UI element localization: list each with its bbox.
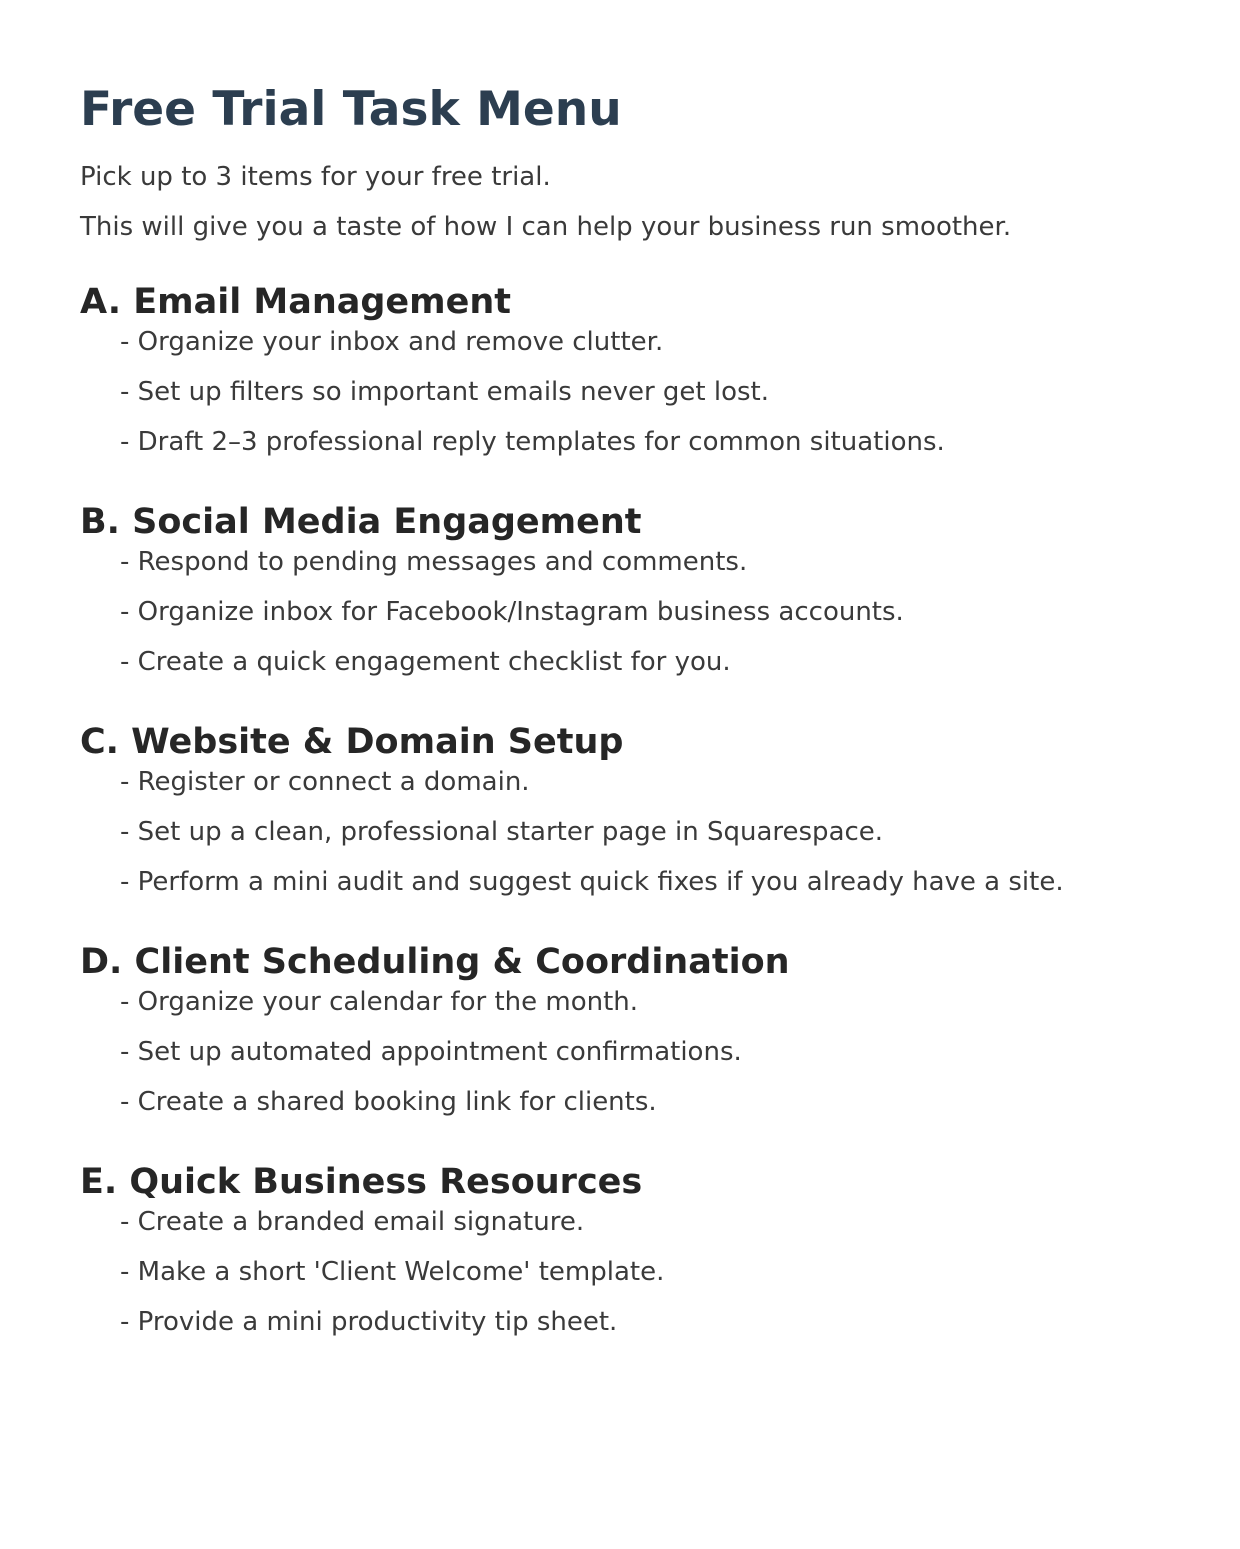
- list-item: - Set up automated appointment confirmations.: [120, 1037, 742, 1067]
- section-heading: D. Client Scheduling & Coordination: [80, 942, 790, 982]
- list-item: - Create a quick engagement checklist for you.: [120, 647, 731, 677]
- section-heading: A. Email Management: [80, 282, 512, 322]
- intro-line: This will give you a taste of how I can help your business run smoother.: [80, 212, 1012, 242]
- list-item: - Organize inbox for Facebook/Instagram business accounts.: [120, 597, 904, 627]
- list-item: - Perform a mini audit and suggest quick fixes if you already have a site.: [120, 867, 1064, 897]
- list-item: - Organize your inbox and remove clutter.: [120, 327, 664, 357]
- list-item: - Respond to pending messages and comments.: [120, 547, 748, 577]
- list-item: - Make a short 'Client Welcome' template.: [120, 1257, 665, 1287]
- section-heading: C. Website & Domain Setup: [80, 722, 624, 762]
- list-item: - Provide a mini productivity tip sheet.: [120, 1307, 618, 1337]
- intro-line: Pick up to 3 items for your free trial.: [80, 162, 551, 192]
- list-item: - Draft 2–3 professional reply templates for common situations.: [120, 427, 945, 457]
- list-item: - Set up a clean, professional starter page in Squarespace.: [120, 817, 884, 847]
- list-item: - Create a shared booking link for clients.: [120, 1087, 657, 1117]
- section-heading: E. Quick Business Resources: [80, 1162, 643, 1202]
- section-heading: B. Social Media Engagement: [80, 502, 642, 542]
- page-title: Free Trial Task Menu: [80, 82, 622, 137]
- list-item: - Set up filters so important emails never get lost.: [120, 377, 769, 407]
- list-item: - Organize your calendar for the month.: [120, 987, 639, 1017]
- list-item: - Register or connect a domain.: [120, 767, 530, 797]
- list-item: - Create a branded email signature.: [120, 1207, 585, 1237]
